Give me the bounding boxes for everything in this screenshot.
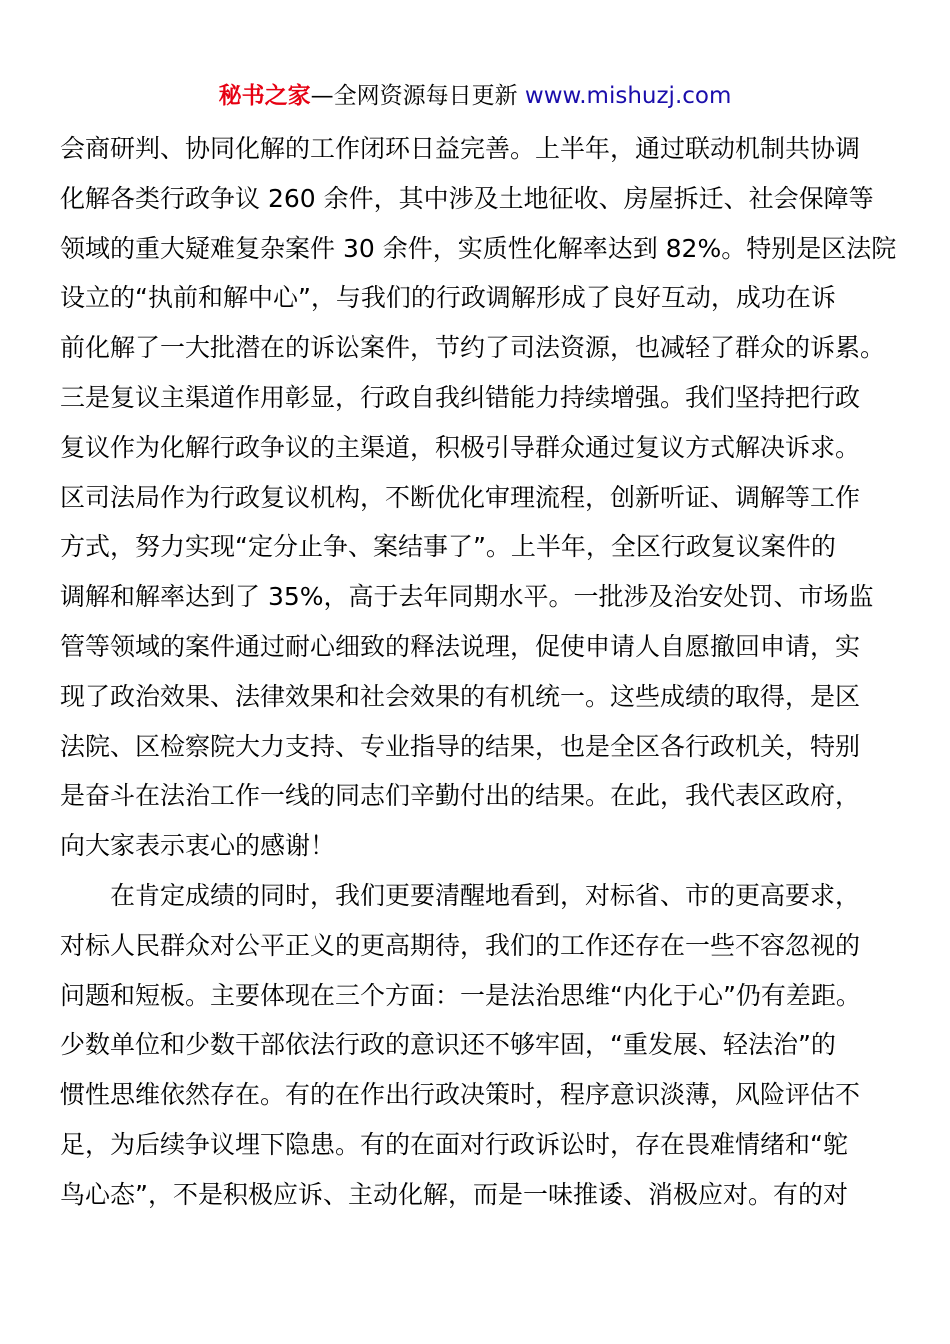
header-tagline: —全网资源每日更新 — [310, 83, 518, 109]
text-line: 区司法局作为行政复议机构，不断优化审理流程，创新听证、调解等工作 — [60, 482, 861, 512]
paragraph-1 — [60, 124, 900, 871]
text-line: 前化解了一大批潜在的诉讼案件，节约了司法资源，也减轻了群众的诉累。 — [60, 333, 886, 363]
page-header — [0, 80, 950, 112]
text-line: 化解各类行政争议 260 余件，其中涉及土地征收、房屋拆迁、社会保障等 — [60, 183, 874, 213]
text-line: 现了政治效果、法律效果和社会效果的有机统一。这些成绩的取得，是区 — [60, 681, 861, 711]
paragraph-2 — [60, 871, 900, 1220]
text-line: 三是复议主渠道作用彰显，行政自我纠错能力持续增强。我们坚持把行政 — [60, 382, 861, 412]
text-line: 鸟心态”，不是积极应诉、主动化解，而是一味推诿、消极应对。有的对 — [60, 1179, 848, 1209]
text-line: 会商研判、协同化解的工作闭环日益完善。上半年，通过联动机制共协调 — [60, 134, 861, 163]
text-line: 法院、区检察院大力支持、专业指导的结果，也是全区各行政机关，特别 — [60, 731, 861, 761]
text-line: 在肯定成绩的同时，我们更要清醒地看到，对标省、市的更高要求， — [110, 880, 861, 910]
text-line: 惯性思维依然存在。有的在作出行政决策时，程序意识淡薄，风险评估不 — [60, 1080, 861, 1110]
text-line: 少数单位和少数干部依法行政的意识还不够牢固，“重发展、轻法治”的 — [60, 1030, 836, 1060]
text-line: 复议作为化解行政争议的主渠道，积极引导群众通过复议方式解决诉求。 — [60, 432, 861, 462]
header-site-link[interactable]: www.mishuzj.com — [524, 83, 732, 109]
header-brand: 秘书之家 — [218, 83, 311, 109]
text-line: 向大家表示衷心的感谢！ — [60, 831, 336, 861]
text-line: 设立的“执前和解中心”，与我们的行政调解形成了良好互动，成功在诉 — [60, 283, 836, 313]
text-line: 方式，努力实现“定分止争、案结事了”。上半年，全区行政复议案件的 — [60, 532, 836, 562]
text-line: 领域的重大疑难复杂案件 30 余件，实质性化解率达到 82%。特别是区法院 — [60, 233, 897, 263]
text-line: 问题和短板。主要体现在三个方面：一是法治思维“内化于心”仍有差距。 — [60, 980, 861, 1010]
text-line: 是奋斗在法治工作一线的同志们辛勤付出的结果。在此，我代表区政府， — [60, 781, 861, 811]
text-line: 调解和解率达到了 35%，高于去年同期水平。一批涉及治安处罚、市场监 — [60, 582, 874, 612]
text-line: 管等领域的案件通过耐心细致的释法说理，促使申请人自愿撤回申请，实 — [60, 631, 861, 661]
text-line: 足，为后续争议埋下隐患。有的在面对行政诉讼时，存在畏难情绪和“鸵 — [60, 1129, 848, 1159]
text-line: 对标人民群众对公平正义的更高期待，我们的工作还存在一些不容忽视的 — [60, 930, 861, 960]
document-body — [60, 124, 900, 1220]
